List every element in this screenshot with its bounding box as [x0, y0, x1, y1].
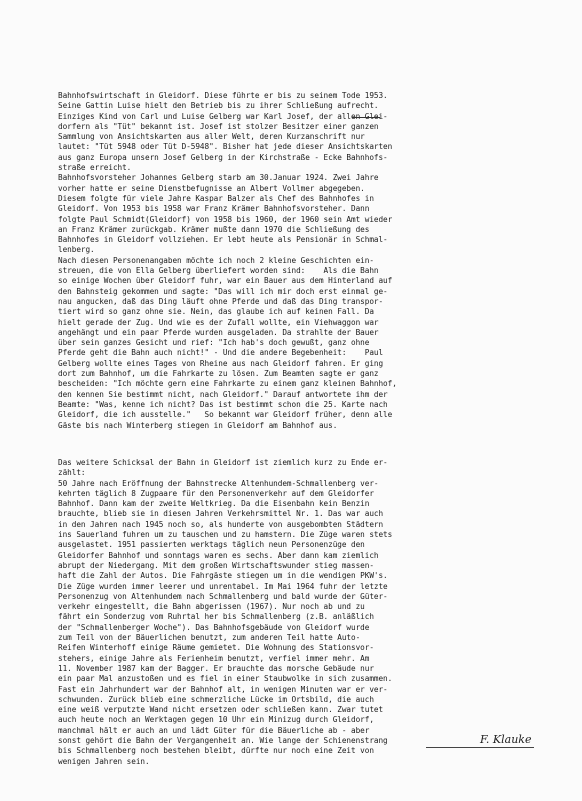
text-line: ins Sauerland fuhren um zu tauschen und zu hamstern. Die Züge waren stets: [58, 530, 393, 540]
text-line: Das weitere Schicksal der Bahn in Gleidorf ist ziemlich kurz zu Ende er-: [58, 458, 388, 467]
text-line: ein paar Mal anzustoßen und es fiel in einer Staubwolke in sich zusammen.: [58, 674, 393, 684]
text-line: streuen, die von Ella Gelberg überliefert worden sind: Als die Bahn: [58, 266, 379, 276]
text-line: lenberg.: [58, 245, 95, 255]
text-line: an Franz Krämer zurückgab. Krämer mußte dann 1970 die Schließung des: [58, 224, 370, 234]
text-line: den kennen Sie bestimmt nicht, nach Gleidorf." Darauf antwortete ihm der: [58, 389, 388, 399]
text-line: manchmal hält er auch an und lädt Güter für die Bäuerliche ab - aber: [58, 725, 370, 735]
text-line: der "Schmallenberger Woche"). Das Bahnhofsgebäude von Gleidorf wurde: [58, 622, 370, 632]
text-line: Seine Gattin Luise hielt den Betrieb bis zu ihrer Schließung aufrecht.: [58, 101, 379, 111]
text-line: dorfern als "Tüt" bekannt ist. Josef ist stolzer Besitzer einer ganzen: [58, 121, 379, 131]
text-line: stehers, einige Jahre als Ferienheim benutzt, verfiel immer mehr. Am: [58, 653, 370, 663]
text-line: fährt ein Sonderzug vom Ruhrtal her bis Schmallenberg (z.B. anläßlich: [58, 612, 374, 622]
text-line: lautet: "Tüt 5948 oder Tüt D-5948". Bisher hat jede dieser Ansichtskarten: [58, 142, 393, 152]
text-line: sonst gehört die Bahn der Vergangenheit an. Wie lange der Schienenstrang: [58, 736, 388, 746]
text-line: in den Jahren nach 1945 noch so, als hunderte von ausgebombten Städtern: [58, 519, 384, 529]
text-line: verkehr eingestellt, die Bahn abgerissen (1967). Nur noch ab und zu: [58, 602, 365, 612]
text-line: Bahnhof. Dann kam der zweite Weltkrieg. Da die Eisenbahn kein Benzin: [58, 499, 370, 509]
text-line: über sein ganzes Gesicht und rief: "Ich hab's doch gewußt, ganz ohne: [58, 338, 370, 348]
text-line: 50 Jahre nach Eröffnung der Bahnstrecke Altenhundem-Schmallenberg ver-: [58, 478, 379, 488]
text-line: dort zum Bahnhof, um die Fahrkarte zu lösen. Zum Beamten sagte er ganz: [58, 369, 379, 379]
text-line: kehrten täglich 8 Zugpaare für den Personenverkehr auf dem Gleidorfer: [58, 488, 374, 498]
text-line: Einziges Kind von Carl und Luise Gelberg war Karl Josef, der allen Glei-: [58, 111, 388, 121]
text-line: bescheiden: "Ich möchte gern eine Fahrkarte zu einem ganz kleinen Bahnhof,: [58, 379, 397, 389]
text-line: haft die Zahl der Autos. Die Fahrgäste stiegen um in die wendigen PKW's.: [58, 571, 388, 581]
josef-underline: [352, 117, 380, 118]
text-line: eine weiß verputzte Wand nicht ersetzen oder schließen kann. Zwar tutet: [58, 705, 384, 715]
text-line: zählt:: [58, 468, 86, 478]
text-line: Bahnhofswirtschaft in Gleidorf. Diese führte er bis zu seinem Tode 1953.: [58, 91, 388, 100]
text-line: Personenzug von Altenhundem nach Schmallenberg und bald wurde der Güter-: [58, 591, 388, 601]
text-line: hielt gerade der Zug. Und wie es der Zufall wollte, ein Viehwaggon war: [58, 317, 379, 327]
text-line: Gleidorfer Bahnhof und sonntags waren es sechs. Aber dann kam ziemlich: [58, 550, 379, 560]
text-line: 11. November 1987 kam der Bagger. Er brauchte das morsche Gebäude nur: [58, 663, 374, 673]
text-line: folgte Paul Schmidt(Gleidorf) von 1958 bis 1960, der 1960 sein Amt wieder: [58, 214, 393, 224]
text-line: wenigen Jahren sein.: [58, 756, 150, 766]
text-line: nau angucken, daß das Ding läuft ohne Pferde und daß das Ding transpor-: [58, 296, 384, 306]
signature-line: [426, 747, 534, 748]
text-line: Bahnhofsvorsteher Johannes Gelberg starb am 30.Januar 1924. Zwei Jahre: [58, 173, 379, 183]
text-line: Nach diesen Personenangaben möchte ich noch 2 kleine Geschichten ein-: [58, 255, 374, 265]
text-line: auch heute noch an Werktagen gegen 10 Uhr ein Minizug durch Gleidorf,: [58, 715, 374, 725]
text-line: aus ganz Europa unsern Josef Gelberg in der Kirchstraße - Ecke Bahnhofs-: [58, 152, 388, 162]
text-line: Diesem folgte für viele Jahre Kaspar Balzer als Chef des Bahnhofes in: [58, 193, 374, 203]
text-line: den Bahnsteig gekommen und sagte: "Das will ich mir doch erst einmal ge-: [58, 286, 388, 296]
text-line: straße erreicht.: [58, 163, 132, 173]
text-line: tiert wird so ganz ohne sie. Nein, das glaube ich auf keinen Fall. Da: [58, 307, 374, 317]
text-line: abrupt der Niedergang. Mit dem großen Wirtschaftswunder stieg massen-: [58, 560, 374, 570]
text-line: brauchte, blieb sie in diesen Jahren Verkehrsmittel Nr. 1. Das war auch: [58, 509, 384, 519]
text-line: Gäste bis nach Winterberg stiegen in Gleidorf am Bahnhof aus.: [58, 420, 338, 430]
text-line: so einige Wochen über Gleidorf fuhr, war ein Bauer aus dem Hinterland auf: [58, 276, 393, 286]
text-line: Gelberg wollte eines Tages von Rheine aus nach Gleidorf fahren. Er ging: [58, 358, 384, 368]
text-line: vorher hatte er seine Dienstbefugnisse an Albert Vollmer abgegeben.: [58, 183, 365, 193]
text-line: zum Teil von der Bäuerlichen benutzt, zum anderen Teil hatte Auto-: [58, 633, 361, 643]
text-line: angehängt und ein paar Pferde wurden ausgeladen. Da strahlte der Bauer: [58, 327, 379, 337]
text-line: Pferde geht die Bahn auch nicht!" - Und die andere Begebenheit: Paul: [58, 348, 384, 358]
text-line: Gleidorf, die ich ausstelle." So bekannt war Gleidorf früher, denn alle: [58, 410, 393, 420]
text-line: Fast ein Jahrhundert war der Bahnhof alt, in wenigen Minuten war er ver-: [58, 684, 388, 694]
text-line: Bahnhofes in Gleidorf vollziehen. Er lebt heute als Pensionär in Schmal-: [58, 235, 388, 245]
text-line: schwunden. Zurück blieb eine schmerzliche Lücke im Ortsbild, die auch: [58, 694, 374, 704]
text-line: bis Schmallenberg noch bestehen bleibt, dürfte nur noch eine Zeit von: [58, 746, 374, 756]
typewritten-paragraph-1: [58, 91, 563, 431]
text-line: Reifen Winterhoff einige Räume gemietet. Die Wohnung des Stationsvor-: [58, 643, 374, 653]
typewritten-paragraph-2: [58, 458, 563, 767]
text-line: ausgelastet. 1951 passierten werktags täglich neun Personenzüge den: [58, 540, 365, 550]
text-line: Die Züge wurden immer leerer und unrentabel. Im Mai 1964 fuhr der letzte: [58, 581, 388, 591]
text-line: Gleidorf. Von 1953 bis 1958 war Franz Krämer Bahnhofsvorsteher. Dann: [58, 204, 370, 214]
text-line: Sammlung von Ansichtskarten aus aller Welt, deren Kurzanschrift nur: [58, 132, 365, 142]
text-line: Beamte: "Was, kenne ich nicht? Das ist bestimmt schon die 25. Karte nach: [58, 399, 388, 409]
handwritten-signature: F. Klauke: [480, 733, 532, 746]
